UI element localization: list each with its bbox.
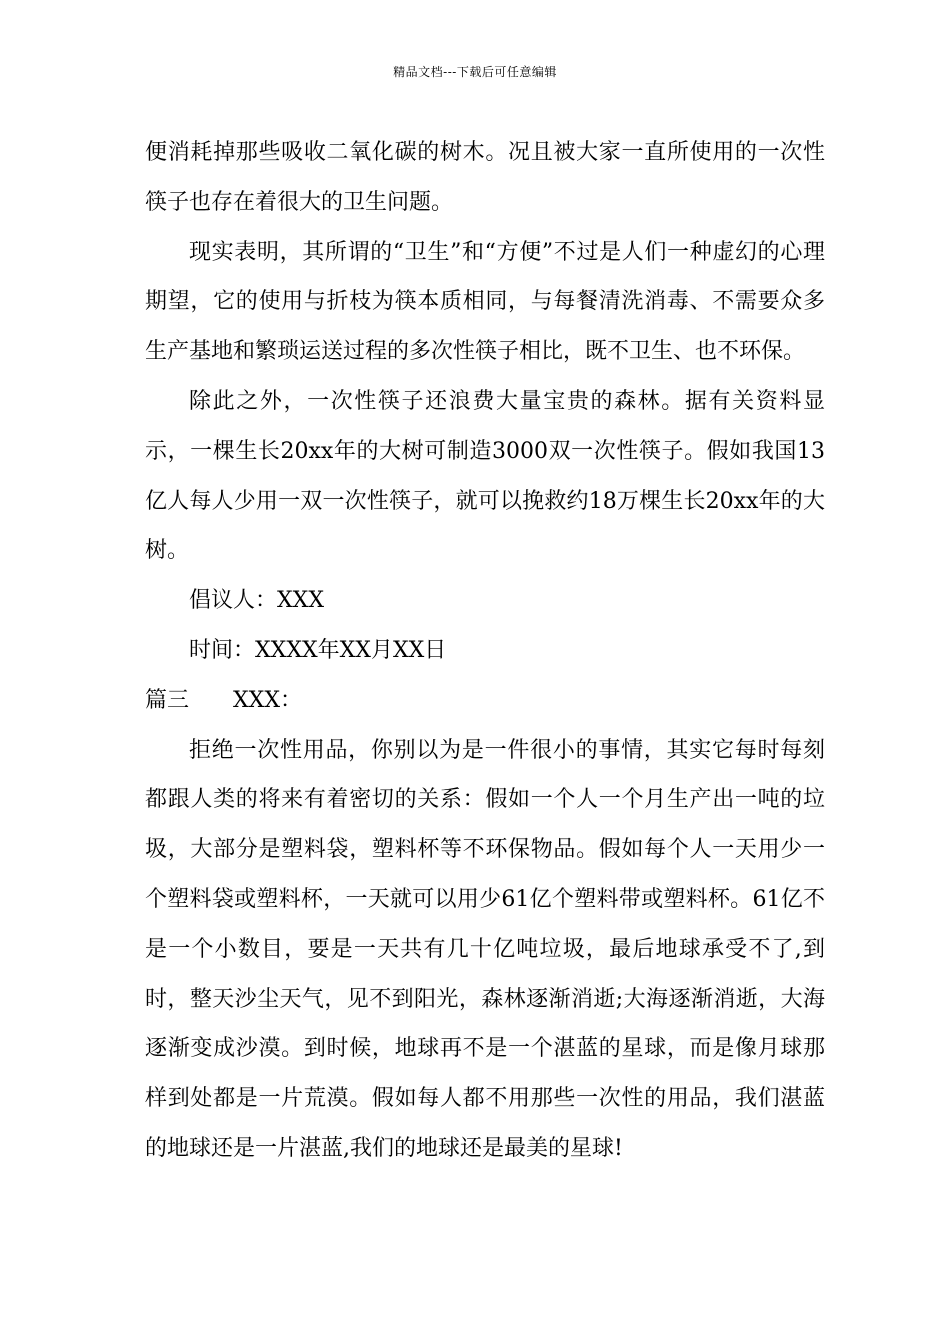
section-salutation: XXX： xyxy=(233,687,303,713)
paragraph-reality: 现实表明，其所谓的“卫生”和“方便”不过是人们一种虚幻的心理期望，它的使用与折枝为筷本质相同，与每餐清洗消毒、不需要众多生产基地和繁琐运送过程的多次性筷子相比，既不卫生、也不环保。 xyxy=(145,239,825,365)
section-label: 篇三 xyxy=(145,687,190,713)
section-heading xyxy=(145,676,825,726)
date-line: 时间：XXXX年XX月XX日 xyxy=(189,637,447,663)
paragraph-continuation: 便消耗掉那些吸收二氧化碳的树木。况且被大家一直所使用的一次性筷子也存在着很大的卫生问题。 xyxy=(145,140,825,215)
page-header: 精品文档---下载后可任意编辑 xyxy=(393,65,557,79)
document-body xyxy=(145,128,825,1174)
paragraph-forest: 除此之外，一次性筷子还浪费大量宝贵的森林。据有关资料显示，一棵生长20xx年的大树可制造3000双一次性筷子。假如我国13亿人每人少用一双一次性筷子，就可以挽救约18万棵生长20xx年的大树。 xyxy=(145,388,825,564)
paragraph-disposables: 拒绝一次性用品，你别以为是一件很小的事情，其实它每时每刻都跟人类的将来有着密切的关系：假如一个人一个月生产出一吨的垃圾，大部分是塑料袋，塑料杯等不环保物品。假如每个人一天用少一个塑料袋或塑料杯，一天就可以用少61亿个塑料带或塑料杯。61亿不是一个小数目，要是一天共有几十亿吨垃圾，最后地球承受不了,到时，整天沙尘天气，见不到阳光，森林逐渐消逝;大海逐渐消逝，大海逐渐变成沙漠。到时候，地球再不是一个湛蓝的星球，而是像月球那样到处都是一片荒漠。假如每人都不用那些一次性的用品，我们湛蓝的地球还是一片湛蓝,我们的地球还是最美的星球! xyxy=(145,737,825,1161)
proposer-line: 倡议人：XXX xyxy=(189,588,324,614)
